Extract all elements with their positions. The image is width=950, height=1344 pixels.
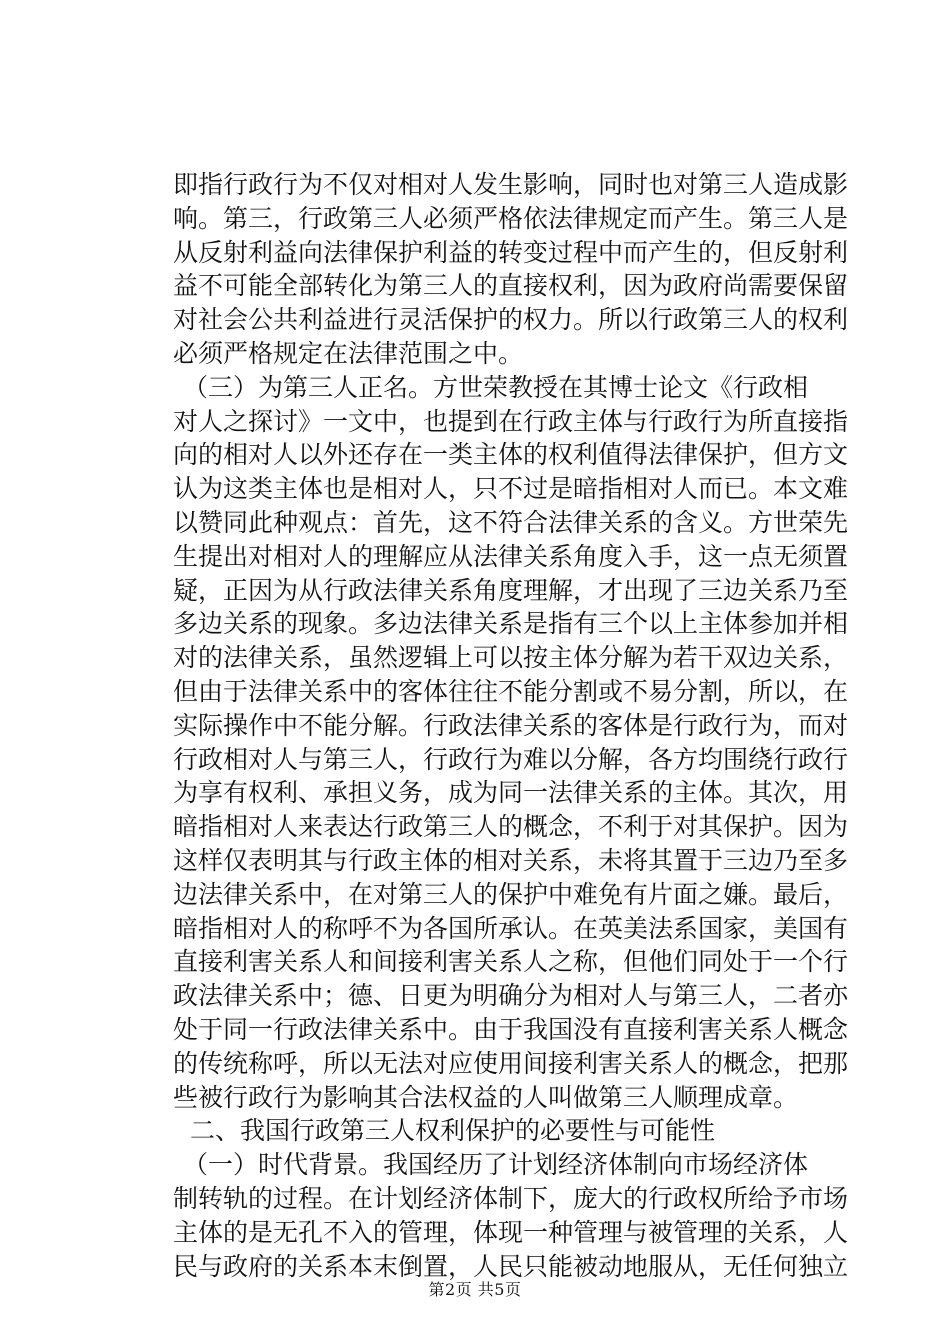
text-line: 但由于法律关系中的客体往往不能分割或不易分割，所以，在 xyxy=(173,676,849,706)
text-line: 响。第三，行政第三人必须严格依法律规定而产生。第三人是 xyxy=(173,203,849,233)
text-line: 即指行政行为不仅对相对人发生影响，同时也对第三人造成影 xyxy=(173,170,849,199)
text-line: 对社会公共利益进行灵活保护的权力。所以行政第三人的权利 xyxy=(173,305,849,335)
section-heading: 二、我国行政第三人权利保护的必要性与可能性 xyxy=(190,1116,716,1146)
text-line: 这样仅表明其与行政主体的相对关系，未将其置于三边乃至多 xyxy=(173,845,849,875)
text-line: 实际操作中不能分解。行政法律关系的客体是行政行为，而对 xyxy=(173,710,849,740)
text-line: 民与政府的关系本末倒置，人民只能被动地服从，无任何独立 xyxy=(173,1251,849,1281)
text-line: 边法律关系中，在对第三人的保护中难免有片面之嫌。最后， xyxy=(173,879,849,909)
text-line: 直接利害关系人和间接利害关系人之称，但他们同处于一个行 xyxy=(173,947,849,977)
text-line: 必须严格规定在法律范围之中。 xyxy=(173,338,524,368)
body-text xyxy=(173,168,849,1283)
text-line: 从反射利益向法律保护利益的转变过程中而产生的，但反射利 xyxy=(173,237,849,267)
text-line: 暗指相对人来表达行政第三人的概念，不利于对其保护。因为 xyxy=(173,812,849,842)
text-line: 政法律关系中；德、日更为明确分为相对人与第三人，二者亦 xyxy=(173,981,849,1011)
text-line: 益不可能全部转化为第三人的直接权利，因为政府尚需要保留 xyxy=(173,271,849,301)
text-line: 以赞同此种观点：首先，这不符合法律关系的含义。方世荣先 xyxy=(173,507,849,537)
text-line: 对的法律关系，虽然逻辑上可以按主体分解为若干双边关系， xyxy=(173,643,849,673)
text-line: 对人之探讨》一文中，也提到在行政主体与行政行为所直接指 xyxy=(173,406,849,436)
text-line: 些被行政行为影响其合法权益的人叫做第三人顺理成章。 xyxy=(173,1082,799,1112)
text-line: （三）为第三人正名。方世荣教授在其博士论文《行政相 xyxy=(183,372,809,402)
text-line: 主体的是无孔不入的管理，体现一种管理与被管理的关系，人 xyxy=(173,1217,849,1247)
text-line: 的传统称呼，所以无法对应使用间接利害关系人的概念，把那 xyxy=(173,1048,849,1078)
text-line: 暗指相对人的称呼不为各国所承认。在英美法系国家，美国有 xyxy=(173,913,849,943)
text-line: 处于同一行政法律关系中。由于我国没有直接利害关系人概念 xyxy=(173,1014,849,1044)
text-line: 多边关系的现象。多边法律关系是指有三个以上主体参加并相 xyxy=(173,609,849,639)
page-number: 第2页 共5页 xyxy=(428,1280,522,1299)
text-line: 制转轨的过程。在计划经济体制下，庞大的行政权所给予市场 xyxy=(173,1183,849,1213)
text-line: 认为这类主体也是相对人，只不过是暗指相对人而已。本文难 xyxy=(173,474,849,504)
text-line: 行政相对人与第三人，行政行为难以分解，各方均围绕行政行 xyxy=(173,744,849,774)
text-line: （一）时代背景。我国经历了计划经济体制向市场经济体 xyxy=(183,1150,809,1180)
text-line: 疑，正因为从行政法律关系角度理解，才出现了三边关系乃至 xyxy=(173,575,849,605)
text-line: 为享有权利、承担义务，成为同一法律关系的主体。其次，用 xyxy=(173,778,849,808)
text-line: 生提出对相对人的理解应从法律关系角度入手，这一点无须置 xyxy=(173,541,849,571)
text-line: 向的相对人以外还存在一类主体的权利值得法律保护，但方文 xyxy=(173,440,849,470)
